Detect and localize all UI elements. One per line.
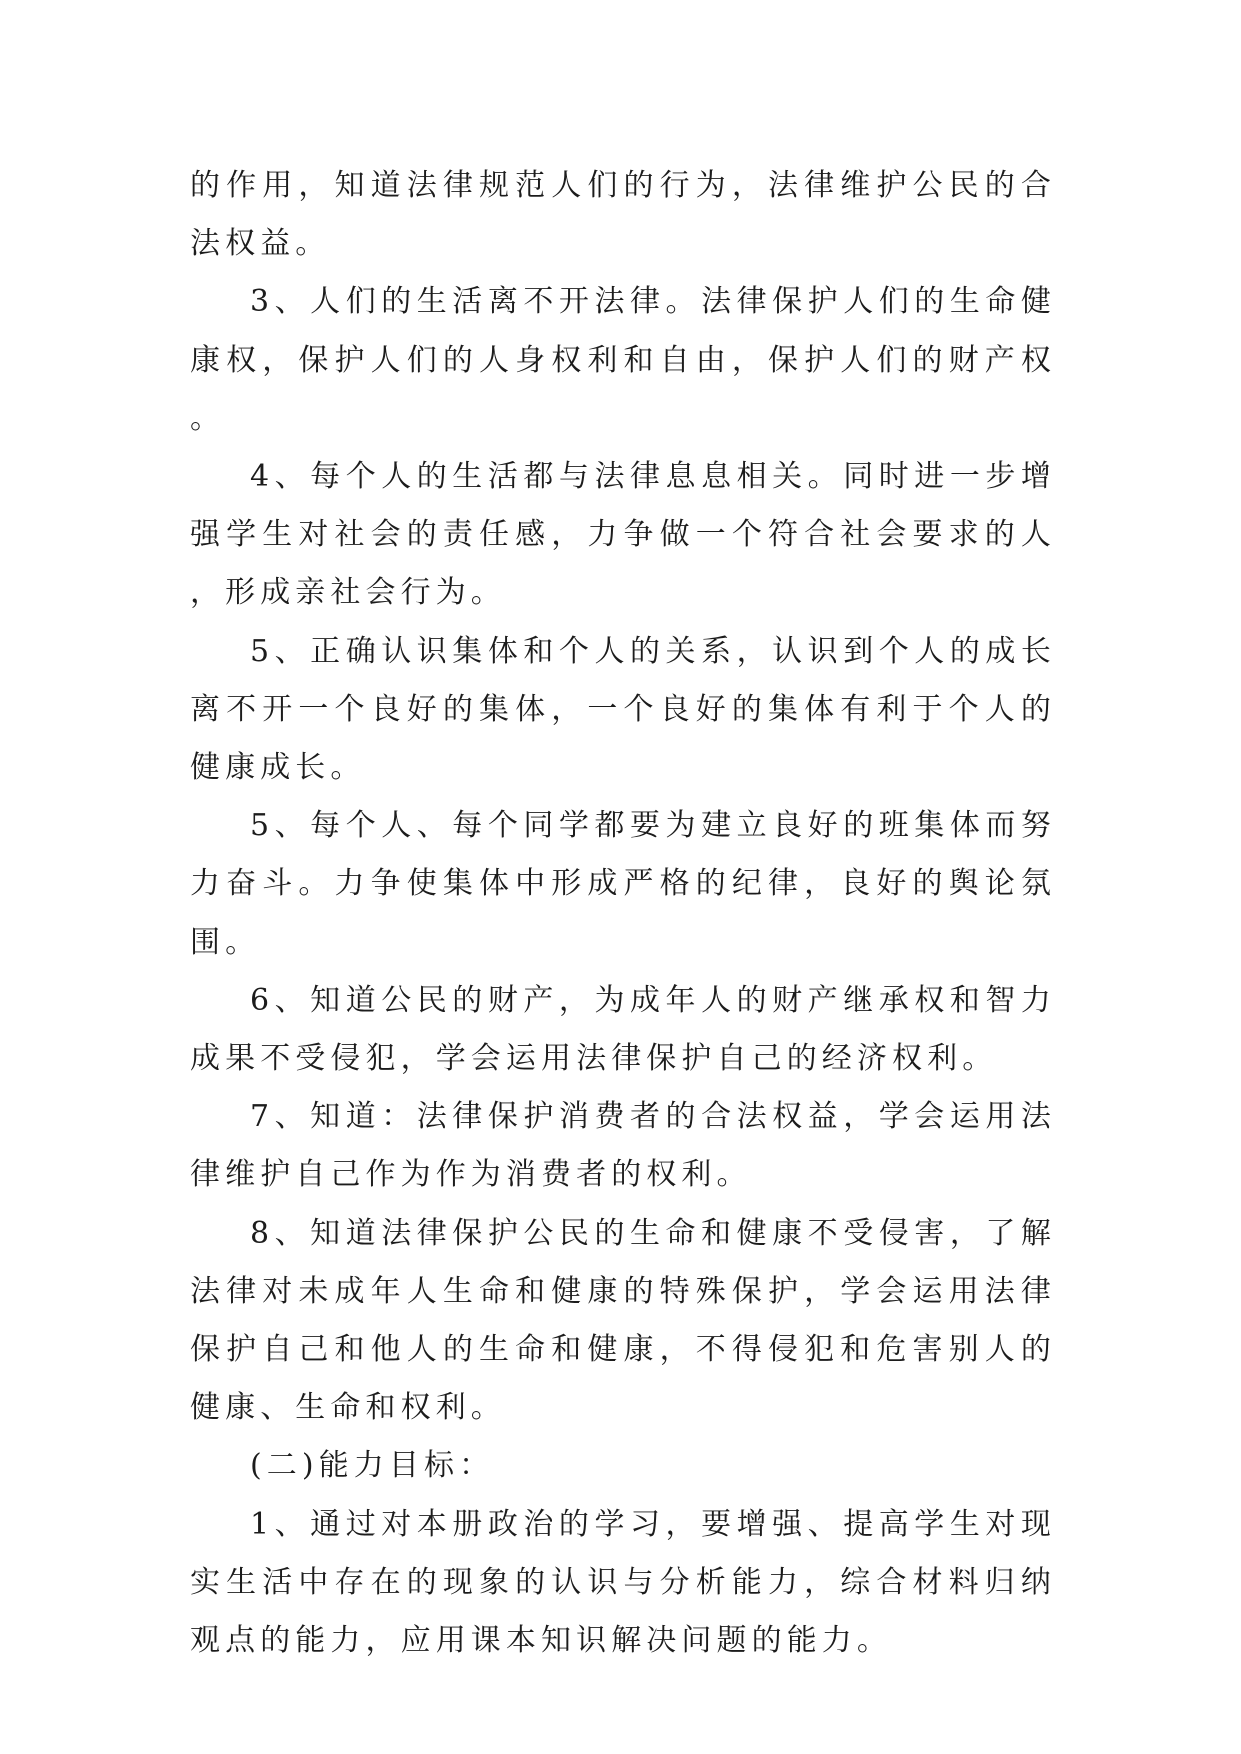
paragraph-item-8: 8、知道法律保护公民的生命和健康不受侵害，了解法律对未成年人生命和健康的特殊保护，学会运用法律保护自己和他人的生命和健康，不得侵犯和危害别人的健康、生命和权利。 xyxy=(190,1215,1056,1426)
paragraph-continuation: 的作用，知道法律规范人们的行为，法律维护公民的合法权益。 xyxy=(190,168,1056,262)
paragraph-ability-1: 1、通过对本册政治的学习，要增强、提高学生对现实生活中存在的现象的认识与分析能力，综合材料归纳观点的能力，应用课本知识解决问题的能力。 xyxy=(190,1506,1056,1659)
document-body xyxy=(190,157,1056,1670)
paragraph-item-6: 6、知道公民的财产，为成年人的财产继承权和智力成果不受侵犯，学会运用法律保护自己的经济权利。 xyxy=(190,982,1056,1077)
paragraph-item-3: 3、人们的生活离不开法律。法律保护人们的生命健康权，保护人们的人身权利和自由，保护人们的财产权。 xyxy=(190,284,1056,436)
paragraph-item-5-class: 5、每个人、每个同学都要为建立良好的班集体而努力奋斗。力争使集体中形成严格的纪律，良好的舆论氛围。 xyxy=(190,808,1056,960)
paragraph-item-4: 4、每个人的生活都与法律息息相关。同时进一步增强学生对社会的责任感，力争做一个符合社会要求的人，形成亲社会行为。 xyxy=(190,459,1056,611)
paragraph-item-5-collective: 5、正确认识集体和个人的关系，认识到个人的成长离不开一个良好的集体，一个良好的集体有利于个人的健康成长。 xyxy=(190,633,1056,786)
section-heading-ability-goals: (二)能力目标： xyxy=(250,1448,495,1484)
paragraph-item-7: 7、知道：法律保护消费者的合法权益，学会运用法律维护自己作为作为消费者的权利。 xyxy=(190,1099,1056,1193)
